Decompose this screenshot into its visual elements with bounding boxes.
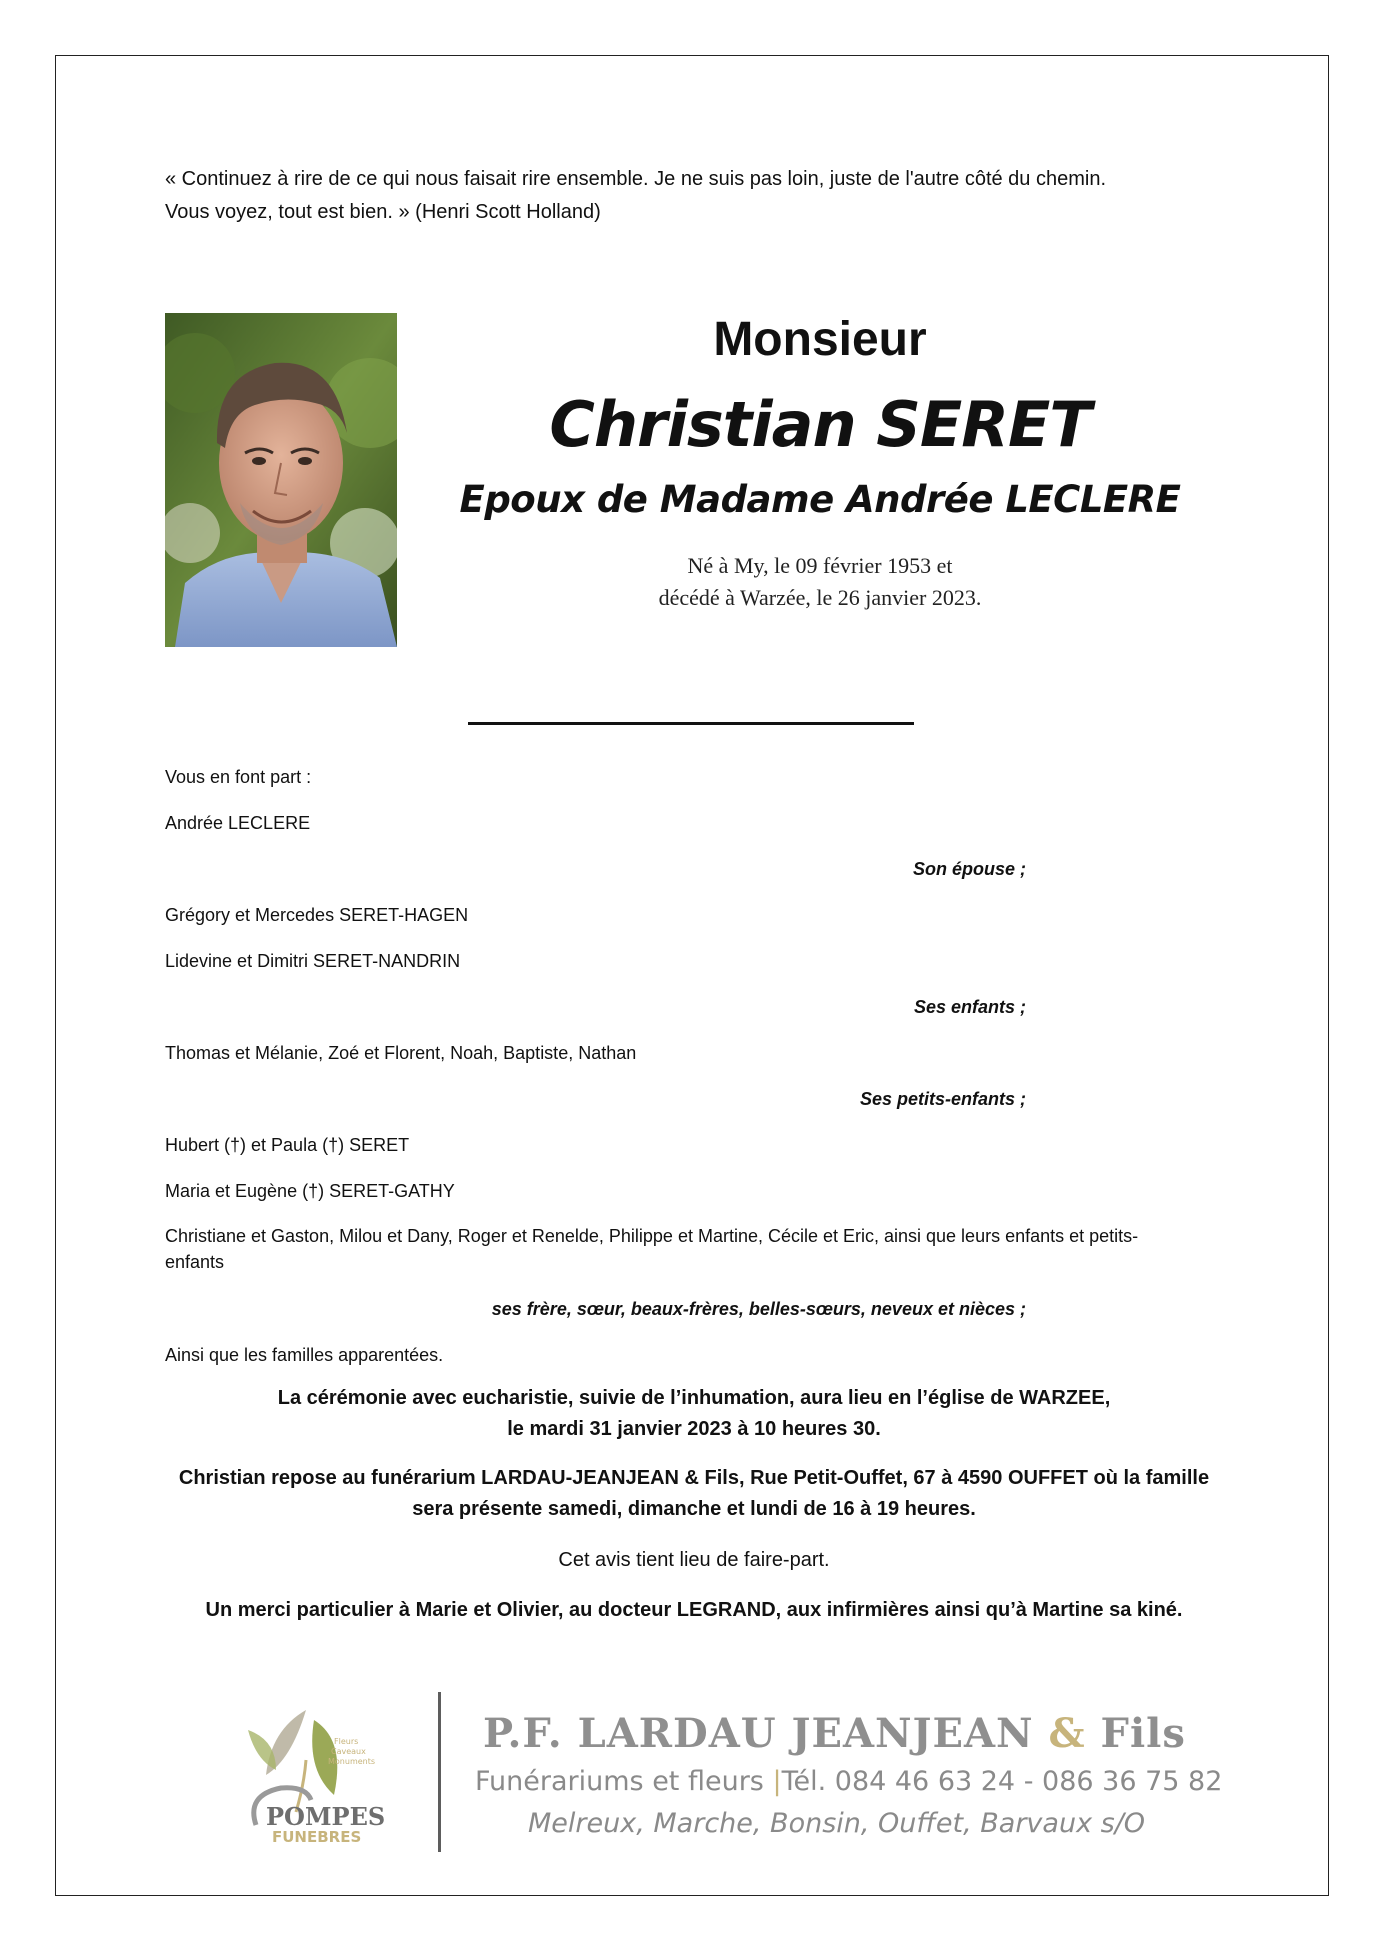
grandchildren: Thomas et Mélanie, Zoé et Florent, Noah, Baptiste, Nathan	[165, 1043, 637, 1063]
ceremony-info	[160, 1383, 1228, 1445]
quote-line-1: « Continuez à rire de ce qui nous faisait rire ensemble. Je ne suis pas loin, juste de l'autre côté du chemin.	[165, 168, 1107, 190]
children-role: Ses enfants ;	[913, 997, 1026, 1017]
separator-line	[468, 722, 914, 725]
child-1: Grégory et Mercedes SERET-HAGEN	[165, 905, 469, 925]
portrait-image	[165, 313, 397, 647]
ceremony-line-2: le mardi 31 janvier 2023 à 10 heures 30.	[507, 1418, 881, 1440]
grandchildren-role: Ses petits-enfants ;	[859, 1089, 1026, 1109]
death-line: décédé à Warzée, le 26 janvier 2023.	[658, 585, 982, 610]
quote-line-2: Vous voyez, tout est bien. » (Henri Scott Holland)	[165, 201, 601, 223]
child-2: Lidevine et Dimitri SERET-NANDRIN	[165, 951, 461, 971]
sibling-1: Hubert (†) et Paula (†) SERET	[165, 1135, 410, 1155]
ceremony-line-1: La cérémonie avec eucharistie, suivie de l’inhumation, aura lieu en l’église de WARZEE,	[277, 1387, 1111, 1409]
honorific: Monsieur	[713, 313, 927, 366]
siblings-line-1: Christiane et Gaston, Milou et Dany, Roger et Renelde, Philippe et Martine, Cécile et Eric, ainsi que leurs enfants et petits-	[165, 1226, 1139, 1246]
services-phone-line	[475, 1766, 1223, 1797]
company-name	[483, 1710, 1186, 1757]
funeral-home-footer	[228, 1692, 1223, 1854]
phone-numbers: Tél. 084 46 63 24 - 086 36 75 82	[781, 1766, 1223, 1797]
funerarium-line-1: Christian repose au funérarium LARDAU-JEANJEAN & Fils, Rue Petit-Ouffet, 67 à 4590 OUFFET où la famille	[178, 1467, 1210, 1489]
families-line: Ainsi que les familles apparentées.	[165, 1345, 444, 1365]
epigraph-quote	[165, 163, 1225, 229]
services-text: Funérariums et fleurs	[475, 1766, 773, 1797]
towns-list: Melreux, Marche, Bonsin, Ouffet, Barvaux s/O	[528, 1808, 1146, 1839]
footer-divider	[438, 1692, 441, 1852]
logo-text-pompes: POMPES	[266, 1802, 386, 1831]
logo-text-funebres: FUNEBRES	[272, 1828, 362, 1846]
logo-side-caveaux: Caveaux	[331, 1747, 366, 1756]
siblings-line-2: enfants	[165, 1252, 225, 1272]
logo-leaves-icon	[236, 1700, 428, 1850]
notice-line: Cet avis tient lieu de faire-part.	[558, 1549, 830, 1571]
logo-side-monuments: Monuments	[328, 1757, 376, 1766]
funerarium-line-2: sera présente samedi, dimanche et lundi de 16 à 19 heures.	[412, 1498, 976, 1520]
sibling-2: Maria et Eugène (†) SERET-GATHY	[165, 1181, 455, 1201]
title-block	[430, 300, 1210, 614]
logo-side-fleurs: Fleurs	[334, 1737, 359, 1746]
spouse-line: Epoux de Madame Andrée LECLERE	[459, 478, 1181, 521]
funerarium-info	[160, 1463, 1228, 1525]
deceased-name: Christian SERET	[549, 388, 1091, 461]
company-ampersand: &	[1048, 1710, 1086, 1757]
siblings-list	[165, 1223, 1215, 1275]
birth-line: Né à My, le 09 février 1953 et	[687, 553, 953, 578]
company-name-prefix: P.F. LARDAU JEANJEAN	[483, 1710, 1049, 1757]
portrait-photo	[165, 313, 397, 647]
wife-name: Andrée LECLERE	[165, 813, 311, 833]
thanks-line: Un merci particulier à Marie et Olivier, au docteur LEGRAND, aux infirmières ainsi qu’à Martine sa kiné.	[205, 1599, 1183, 1621]
announce-intro: Vous en font part :	[165, 767, 312, 787]
life-dates	[430, 550, 1210, 614]
pompes-funebres-logo	[236, 1700, 428, 1850]
services-separator: |	[772, 1766, 782, 1797]
siblings-role: ses frère, sœur, beaux-frères, belles-sœurs, neveux et nièces ;	[491, 1299, 1026, 1319]
wife-role: Son épouse ;	[912, 859, 1026, 879]
company-name-suffix: Fils	[1085, 1710, 1186, 1757]
